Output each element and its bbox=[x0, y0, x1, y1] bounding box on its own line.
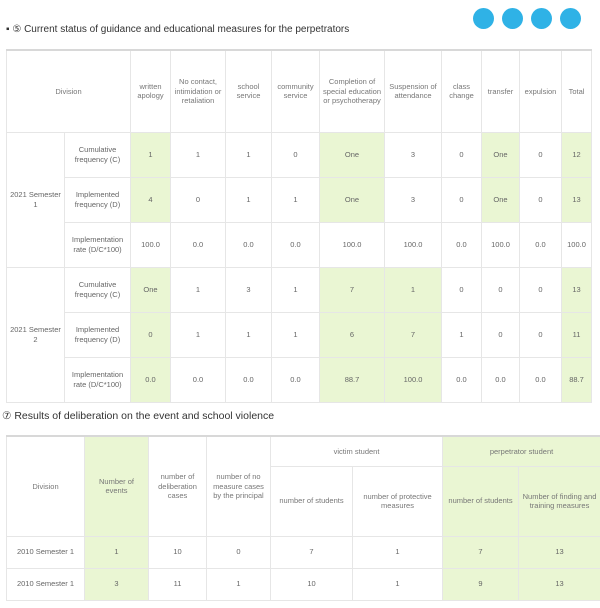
table-cell: 1 bbox=[171, 267, 226, 312]
table-cell: 0.0 bbox=[171, 222, 226, 267]
table-cell: 1 bbox=[226, 177, 272, 222]
t1-col-expulsion: expulsion bbox=[520, 50, 562, 132]
table-cell: 3 bbox=[385, 177, 442, 222]
table-cell: 13 bbox=[519, 568, 600, 600]
t1-col-special-education: Completion of special education or psychotherapy bbox=[320, 50, 385, 132]
t1-header-row bbox=[7, 50, 592, 132]
deliberation-results-table bbox=[6, 435, 600, 601]
table-cell: 1 bbox=[353, 568, 443, 600]
t1-row-label: Implementation rate (D/C*100) bbox=[65, 222, 131, 267]
section1-title: ▪ ⑤ Current status of guidance and educational measures for the perpetrators bbox=[6, 24, 350, 35]
table-cell: 3 bbox=[226, 267, 272, 312]
table-cell: 1 bbox=[353, 536, 443, 568]
table-cell: 1 bbox=[272, 177, 320, 222]
table-cell: 100.0 bbox=[320, 222, 385, 267]
table-cell: 1 bbox=[207, 568, 271, 600]
table-cell: 0 bbox=[171, 177, 226, 222]
table-cell: One bbox=[320, 132, 385, 177]
table-cell: One bbox=[482, 177, 520, 222]
table-cell: 1 bbox=[272, 312, 320, 357]
t2-row-division: 2010 Semester 1 bbox=[7, 536, 85, 568]
table-row bbox=[7, 357, 592, 402]
table-cell: 0 bbox=[520, 132, 562, 177]
table-cell: 0 bbox=[442, 132, 482, 177]
table-row bbox=[7, 222, 592, 267]
table-cell: 0 bbox=[207, 536, 271, 568]
table-cell: 1 bbox=[385, 267, 442, 312]
table-row bbox=[7, 267, 592, 312]
t1-col-no-contact: No contact, intimidation or retaliation bbox=[171, 50, 226, 132]
t1-col-apology: written apology bbox=[131, 50, 171, 132]
table-cell: 0.0 bbox=[272, 222, 320, 267]
table-cell: 6 bbox=[320, 312, 385, 357]
table-cell: 0.0 bbox=[442, 222, 482, 267]
t2-col-protection: number of protective measures bbox=[353, 466, 443, 536]
table-cell: 7 bbox=[320, 267, 385, 312]
table-cell: One bbox=[320, 177, 385, 222]
table-cell: 0.0 bbox=[226, 357, 272, 402]
t2-col-deliberation: number of deliberation cases bbox=[149, 436, 207, 536]
t1-group-label: 2021 Semester 1 bbox=[7, 132, 65, 267]
table-cell: 0 bbox=[442, 177, 482, 222]
table-cell: 11 bbox=[562, 312, 592, 357]
t1-col-division: Division bbox=[7, 50, 131, 132]
table-cell: 11 bbox=[149, 568, 207, 600]
table-cell: 1 bbox=[171, 132, 226, 177]
table-cell: 1 bbox=[171, 312, 226, 357]
t1-col-community-service: community service bbox=[272, 50, 320, 132]
t2-col-victim-students: number of students bbox=[271, 466, 353, 536]
t1-col-total: Total bbox=[562, 50, 592, 132]
t1-col-class-change: class change bbox=[442, 50, 482, 132]
table-cell: 10 bbox=[149, 536, 207, 568]
table-cell: 100.0 bbox=[482, 222, 520, 267]
table-cell: 0.0 bbox=[482, 357, 520, 402]
table-cell: 0.0 bbox=[272, 357, 320, 402]
decorative-dots bbox=[473, 8, 581, 29]
table-cell: 100.0 bbox=[385, 357, 442, 402]
table-cell: One bbox=[482, 132, 520, 177]
table-cell: 0.0 bbox=[520, 357, 562, 402]
t1-col-suspension: Suspension of attendance bbox=[385, 50, 442, 132]
t1-group-label: 2021 Semester 2 bbox=[7, 267, 65, 402]
t2-col-perp-students: number of students bbox=[443, 466, 519, 536]
table-cell: 1 bbox=[131, 132, 171, 177]
table-cell: 13 bbox=[562, 177, 592, 222]
table-cell: 0.0 bbox=[226, 222, 272, 267]
table-row bbox=[7, 568, 600, 600]
t2-row-division: 2010 Semester 1 bbox=[7, 568, 85, 600]
t2-group-victim: victim student bbox=[271, 436, 443, 466]
section2-title: ⑦ Results of deliberation on the event and school violence bbox=[2, 410, 275, 422]
table-cell: 1 bbox=[272, 267, 320, 312]
guidance-measures-table bbox=[6, 49, 592, 403]
table-cell: 0 bbox=[520, 177, 562, 222]
table-cell: 88.7 bbox=[562, 357, 592, 402]
table-cell: 0 bbox=[272, 132, 320, 177]
table-cell: 0.0 bbox=[442, 357, 482, 402]
t1-row-label: Implemented frequency (D) bbox=[65, 177, 131, 222]
table-row bbox=[7, 312, 592, 357]
t1-row-label: Cumulative frequency (C) bbox=[65, 132, 131, 177]
t1-row-label: Implementation rate (D/C*100) bbox=[65, 357, 131, 402]
table-cell: 13 bbox=[562, 267, 592, 312]
table-cell: 10 bbox=[271, 568, 353, 600]
table-cell: 0 bbox=[520, 312, 562, 357]
table-cell: 7 bbox=[385, 312, 442, 357]
t2-col-guidance: Number of finding and training measures bbox=[519, 466, 600, 536]
table-cell: 1 bbox=[226, 132, 272, 177]
t2-header-row-1 bbox=[7, 436, 600, 466]
section1-title-text: ⑤ Current status of guidance and educational measures for the perpetrators bbox=[12, 24, 350, 35]
table-cell: 12 bbox=[562, 132, 592, 177]
table-cell: 0.0 bbox=[171, 357, 226, 402]
table-cell: 13 bbox=[519, 536, 600, 568]
table-cell: 100.0 bbox=[131, 222, 171, 267]
table-row bbox=[7, 536, 600, 568]
t2-group-perpetrator: perpetrator student bbox=[443, 436, 600, 466]
table-cell: 0 bbox=[131, 312, 171, 357]
table-cell: 88.7 bbox=[320, 357, 385, 402]
table-cell: 100.0 bbox=[562, 222, 592, 267]
t2-col-events: Number of events bbox=[85, 436, 149, 536]
t1-row-label: Cumulative frequency (C) bbox=[65, 267, 131, 312]
table-cell: 0.0 bbox=[131, 357, 171, 402]
table-cell: 1 bbox=[442, 312, 482, 357]
t2-col-division: Division bbox=[7, 436, 85, 536]
table-cell: 1 bbox=[85, 536, 149, 568]
table-row bbox=[7, 177, 592, 222]
dot-4 bbox=[560, 8, 581, 29]
table-cell: 4 bbox=[131, 177, 171, 222]
table-cell: 3 bbox=[385, 132, 442, 177]
t2-col-no-measure: number of no measure cases by the principal bbox=[207, 436, 271, 536]
t1-row-label: Implemented frequency (D) bbox=[65, 312, 131, 357]
table-cell: One bbox=[131, 267, 171, 312]
t1-col-school-service: school service bbox=[226, 50, 272, 132]
dot-1 bbox=[473, 8, 494, 29]
table-row bbox=[7, 132, 592, 177]
table-cell: 0 bbox=[482, 267, 520, 312]
table-cell: 3 bbox=[85, 568, 149, 600]
table-cell: 7 bbox=[443, 536, 519, 568]
table-cell: 100.0 bbox=[385, 222, 442, 267]
table-cell: 0 bbox=[442, 267, 482, 312]
table-cell: 7 bbox=[271, 536, 353, 568]
t1-col-transfer: transfer bbox=[482, 50, 520, 132]
dot-2 bbox=[502, 8, 523, 29]
table-cell: 0.0 bbox=[520, 222, 562, 267]
dot-3 bbox=[531, 8, 552, 29]
table-cell: 0 bbox=[482, 312, 520, 357]
table-cell: 9 bbox=[443, 568, 519, 600]
table-cell: 0 bbox=[520, 267, 562, 312]
table-cell: 1 bbox=[226, 312, 272, 357]
